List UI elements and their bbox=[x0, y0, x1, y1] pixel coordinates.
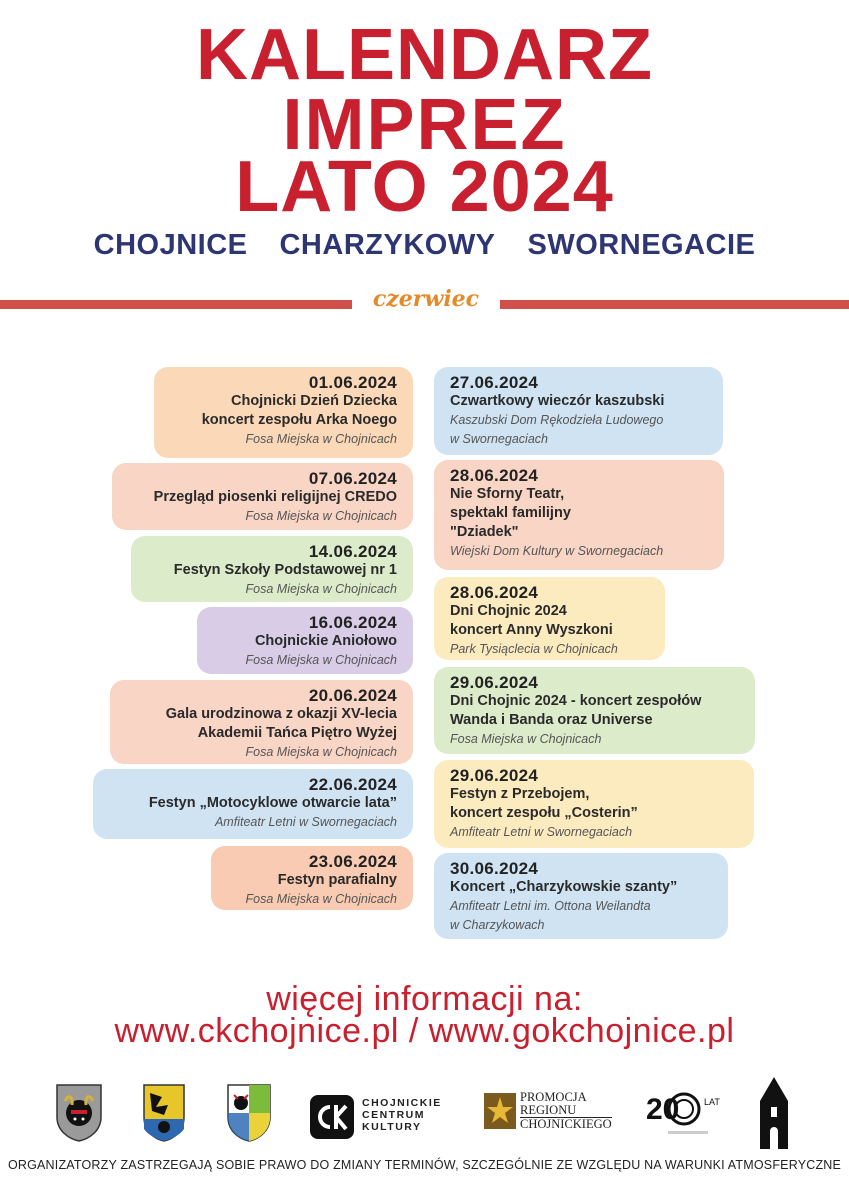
event-place: Fosa Miejska w Chojnicach bbox=[245, 745, 397, 759]
event-card[interactable] bbox=[112, 463, 413, 530]
event-place: w Charzykowach bbox=[450, 918, 545, 932]
divider-right bbox=[500, 300, 849, 309]
event-date: 14.06.2024 bbox=[308, 542, 397, 561]
event-place: Fosa Miejska w Chojnicach bbox=[245, 509, 397, 523]
logos-row bbox=[0, 1075, 849, 1155]
anniversary-logo bbox=[646, 1087, 718, 1147]
event-title: Dni Chojnic 2024 bbox=[450, 603, 567, 619]
event-date: 29.06.2024 bbox=[450, 673, 539, 692]
event-title: Przegląd piosenki religijnej CREDO bbox=[153, 489, 397, 505]
chojnice-city-coat-of-arms-icon bbox=[142, 1083, 186, 1143]
event-date: 28.06.2024 bbox=[450, 583, 539, 602]
event-title: Wanda i Banda oraz Universe bbox=[450, 712, 653, 728]
event-title: spektakl familijny bbox=[450, 505, 571, 521]
chojnice-county-coat-of-arms-icon bbox=[55, 1083, 103, 1143]
event-card[interactable] bbox=[434, 367, 723, 455]
more-info-label: więcej informacji na: bbox=[266, 980, 583, 1018]
event-date: 07.06.2024 bbox=[308, 469, 397, 488]
divider-left bbox=[0, 300, 352, 309]
event-place: Amfiteatr Letni im. Ottona Weilandta bbox=[450, 899, 651, 913]
event-card[interactable] bbox=[154, 367, 413, 458]
event-title: Festyn parafialny bbox=[277, 872, 397, 888]
anniversary-ring-icon bbox=[666, 1091, 702, 1127]
event-date: 23.06.2024 bbox=[308, 852, 397, 871]
event-card[interactable] bbox=[131, 536, 413, 602]
event-place: w Swornegaciach bbox=[450, 432, 548, 446]
event-place: Fosa Miejska w Chojnicach bbox=[245, 892, 397, 906]
event-title: Gala urodzinowa z okazji XV-lecia bbox=[165, 706, 397, 722]
event-title: Koncert „Charzykowskie szanty” bbox=[450, 879, 678, 895]
footer-disclaimer: ORGANIZATORZY ZASTRZEGAJĄ SOBIE PRAWO DO ZMIANY TERMINÓW, SZCZEGÓLNIE ZE WZGLĘDU NA WARUNKI ATMOSFERYCZNE bbox=[7, 1158, 842, 1172]
event-card[interactable] bbox=[197, 607, 413, 674]
ck-logo-line: KULTURY bbox=[362, 1121, 422, 1133]
event-place: Fosa Miejska w Chojnicach bbox=[245, 582, 397, 596]
event-card[interactable] bbox=[110, 680, 413, 764]
event-title: Festyn „Motocyklowe otwarcie lata” bbox=[148, 795, 397, 811]
ck-logo-icon bbox=[310, 1095, 354, 1139]
title-line-3: LATO 2024 bbox=[235, 147, 614, 227]
event-place: Fosa Miejska w Chojnicach bbox=[245, 432, 397, 446]
event-date: 30.06.2024 bbox=[450, 859, 539, 878]
promotion-logo-line: CHOJNICKIEGO bbox=[520, 1117, 612, 1131]
event-title: Chojnickie Aniołowo bbox=[254, 633, 397, 649]
title-line-2: IMPREZ bbox=[282, 85, 567, 165]
event-date: 27.06.2024 bbox=[450, 373, 539, 392]
event-card[interactable] bbox=[93, 769, 413, 839]
anniversary-caption-decoration bbox=[668, 1131, 708, 1134]
event-title: Dni Chojnic 2024 - koncert zespołów bbox=[450, 693, 702, 709]
event-date: 22.06.2024 bbox=[308, 775, 397, 794]
event-title: "Dziadek" bbox=[450, 524, 519, 540]
tower-silhouette-icon bbox=[752, 1075, 796, 1151]
place-swornegacie: SWORNEGACIE bbox=[527, 229, 756, 261]
event-title: Akademii Tańca Piętro Wyżej bbox=[197, 725, 397, 741]
event-title: koncert Anny Wyszkoni bbox=[450, 622, 613, 638]
event-card[interactable] bbox=[434, 460, 724, 570]
event-place: Fosa Miejska w Chojnicach bbox=[450, 732, 602, 746]
website-links[interactable]: www.ckchojnice.pl / www.gokchojnice.pl bbox=[114, 1012, 735, 1050]
event-card[interactable] bbox=[211, 846, 413, 910]
event-date: 01.06.2024 bbox=[308, 373, 397, 392]
event-title: koncert zespołu „Costerin” bbox=[450, 805, 638, 821]
event-card[interactable] bbox=[434, 577, 665, 660]
place-charzykowy: CHARZYKOWY bbox=[279, 229, 496, 261]
ck-logo-text bbox=[362, 1097, 442, 1133]
event-card[interactable] bbox=[434, 760, 754, 848]
gmina-chojnice-coat-of-arms-icon bbox=[226, 1083, 272, 1143]
event-date: 20.06.2024 bbox=[308, 686, 397, 705]
title-line-1: KALENDARZ bbox=[196, 15, 653, 95]
month-label: czerwiec bbox=[372, 286, 480, 312]
event-place: Amfiteatr Letni w Swornegaciach bbox=[214, 815, 397, 829]
event-place: Wiejski Dom Kultury w Swornegaciach bbox=[450, 544, 664, 558]
promotion-logo-text bbox=[520, 1091, 612, 1131]
promotion-logo-line: PROMOCJA bbox=[520, 1090, 587, 1104]
event-date: 16.06.2024 bbox=[308, 613, 397, 632]
event-title: koncert zespołu Arka Noego bbox=[201, 412, 397, 428]
event-title: Czwartkowy wieczór kaszubski bbox=[450, 393, 665, 409]
event-date: 29.06.2024 bbox=[450, 766, 539, 785]
promotion-logo-line: REGIONU bbox=[520, 1103, 577, 1117]
anniversary-lat: LAT bbox=[704, 1097, 720, 1107]
ck-logo-line: CENTRUM bbox=[362, 1109, 425, 1121]
event-title: Chojnicki Dzień Dziecka bbox=[231, 393, 397, 409]
event-title: Festyn z Przebojem, bbox=[450, 786, 590, 802]
event-title: Festyn Szkoły Podstawowej nr 1 bbox=[173, 562, 397, 578]
place-chojnice: CHOJNICE bbox=[93, 229, 248, 261]
places-row bbox=[0, 229, 849, 262]
promotion-star-icon bbox=[484, 1093, 516, 1129]
event-card[interactable] bbox=[434, 853, 728, 939]
event-place: Park Tysiąclecia w Chojnicach bbox=[450, 642, 618, 656]
event-date: 28.06.2024 bbox=[450, 466, 539, 485]
event-place: Kaszubski Dom Rękodzieła Ludowego bbox=[450, 413, 664, 427]
anniversary-number: 20 bbox=[646, 1093, 680, 1126]
event-place: Amfiteatr Letni w Swornegaciach bbox=[450, 825, 633, 839]
ck-logo-line: CHOJNICKIE bbox=[362, 1097, 442, 1109]
event-place: Fosa Miejska w Chojnicach bbox=[245, 653, 397, 667]
event-title: Nie Sforny Teatr, bbox=[450, 486, 565, 502]
event-card[interactable] bbox=[434, 667, 755, 754]
